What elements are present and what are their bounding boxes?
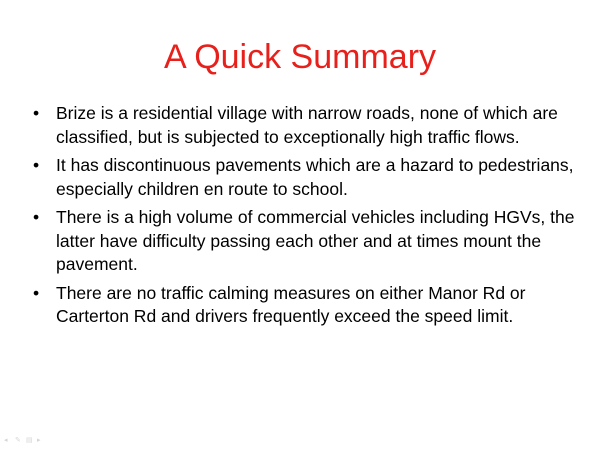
bullet-text: Brize is a residential village with narrow roads, none of which are classified, but is subjected to exceptionally high traffic flows. — [56, 103, 558, 147]
bullet-dot: • — [33, 103, 40, 123]
previous-icon[interactable]: ◂ — [4, 437, 8, 444]
bullet-text: There is a high volume of commercial vehicles including HGVs, the latter have difficulty passing each other and at times mount the pavement. — [56, 207, 575, 274]
bullet-dot: • — [33, 282, 40, 303]
bullet-text: There are no traffic calming measures on either Manor Rd or Carterton Rd and drivers frequently exceed the speed limit. — [56, 282, 526, 326]
slide-title: A Quick Summary — [163, 38, 437, 76]
bullet-item-1 — [33, 102, 578, 149]
bullet-list — [33, 102, 578, 334]
bullet-dot: • — [33, 207, 40, 227]
bullet-item-4 — [33, 282, 578, 329]
menu-icon[interactable]: ▤ — [26, 437, 33, 444]
bullet-item-2 — [33, 154, 578, 201]
bullet-dot: • — [33, 155, 40, 175]
next-icon[interactable]: ▸ — [37, 437, 41, 444]
bullet-text: It has discontinuous pavements which are a hazard to pedestrians, especially children en route to school. — [56, 155, 574, 199]
pen-icon[interactable]: ✎ — [15, 437, 21, 444]
bullet-item-3 — [33, 206, 578, 277]
slideshow-nav-controls — [4, 438, 45, 444]
